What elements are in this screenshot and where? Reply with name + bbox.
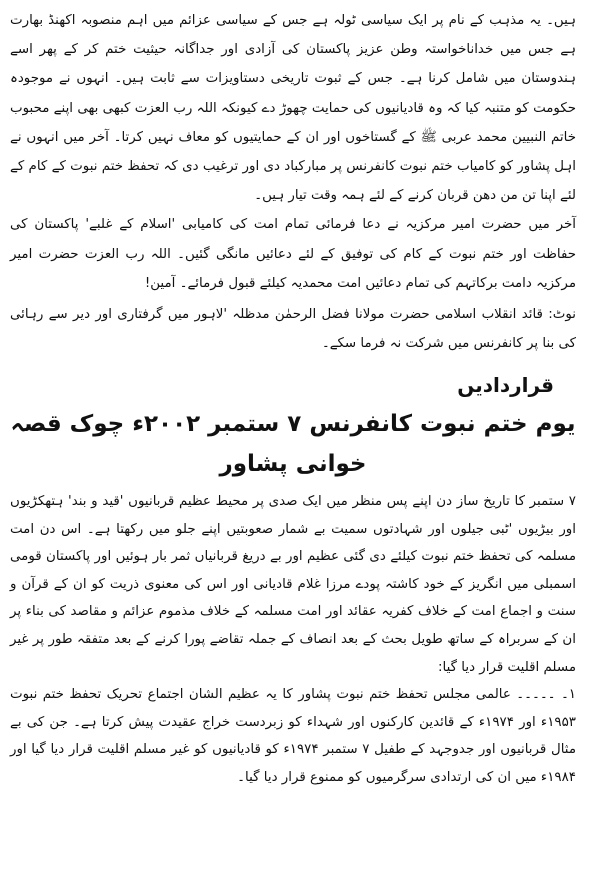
section-heading: قراردادیں (457, 373, 554, 398)
body-paragraph-1: ہیں۔ یہ مذہب کے نام پر ایک سیاسی ٹولہ ہے جس کے سیاسی عزائم میں اہم منصوبہ اکھنڈ بھارت ہے جس میں خداناخواستہ وطن عزیز پاکستان کی آزادی اور جداگانہ حیثیت ختم کر کے پھر اسے ہندوستان میں شامل کرنا ہے۔ جس کے ثبوت تاریخی دستاویزات سے ثابت ہیں۔ انہوں نے موجودہ حکومت کو متنبہ کیا کہ وہ قادیانیوں کی حمایت چھوڑ دے کیونکہ اللہ رب العزت کبھی بھی اپنے محبوب خاتم النبیین محمد عربی ﷺ کے گستاخوں اور ان کے حمایتیوں کو معاف نہیں کرتا۔ آخر میں انہوں نے اہل پشاور کو کامیاب ختم نبوت کانفرنس پر مبارکباد دی اور ترغیب دی کہ تحفظ ختم نبوت کے کام کے لئے اپنا تن من دھن قربان کرنے کے لئے ہمہ وقت تیار ہیں۔ (10, 13, 577, 204)
resolution-1: ۱۔ ۔۔۔۔۔ عالمی مجلس تحفظ ختم نبوت پشاور کا یہ عظیم الشان اجتماع تحریک تحفظ ختم نبوت ۱۹۵۳ء اور ۱۹۷۴ء کے قائدین کارکنوں اور شہداء کو زبردست خراج عقیدت پیش کرتا ہے۔ جن کی بے مثال قربانیوں اور جدوجہد کے طفیل ۷ ستمبر ۱۹۷۴ء کو قادیانیوں کو غیر مسلم اقلیت قرار دیا گیا اور ۱۹۸۴ء میں ان کی ارتدادی سرگرمیوں کو ممنوع قرار دیا گیا۔ (10, 687, 577, 785)
intro-paragraph: ۷ ستمبر کا تاریخ ساز دن اپنے پس منظر میں ایک صدی پر محیط عظیم قربانیوں 'قید و بند' ہتھکڑیوں اور بیڑیوں 'ٹبی جیلوں اور شہادتوں سمیت بے شمار صعوبتیں اپنے جلو میں رکھتا ہے۔ اس دن امت مسلمہ کی تحفظ ختم نبوت کیلئے دی گئی عظیم اور بے دریغ قربانیاں ثمر بار ہوئیں اور پاکستان قومی اسمبلی میں انگریز کے خود کاشتہ پودے مرزا غلام قادیانی اور اس کی معنوی ذریت کو ان کے قرآن و سنت و اجماع امت کے خلاف کفریہ عقائد اور امت مسلمہ کے خلاف مذموم عزائم و مقاصد کی بناء پر ان کے سربراہ کے ساتھ طویل بحث کے بعد انصاف کے جملہ تقاضے پورا کرنے کے بعد متفقہ طور پر غیر مسلم اقلیت قرار دیا گیا: (10, 494, 576, 675)
conference-title: یوم ختم نبوت کانفرنس ۷ ستمبر ۲۰۰۲ء چوک قصہ خوانی پشاور (10, 411, 576, 478)
body-paragraph-2: آخر میں حضرت امیر مرکزیہ نے دعا فرمائی تمام امت کی کامیابی 'اسلام کے غلبے' پاکستان کی حفاظت اور ختم نبوت کے کام کی توفیق کے لئے دعائیں مانگی گئیں۔ اللہ رب العزت حضرت امیر مرکزیہ دامت برکاتہم کی تمام دعائیں امت محمدیہ کیلئے قبول فرمائے۔ آمین! (10, 217, 576, 291)
note-paragraph: نوٹ: قائد انقلاب اسلامی حضرت مولانا فضل الرحمٰن مدظلہ 'لاہور میں گرفتاری اور دیر سے رہائی کی بنا پر کانفرنس میں شرکت نہ فرما سکے۔ (10, 307, 576, 352)
